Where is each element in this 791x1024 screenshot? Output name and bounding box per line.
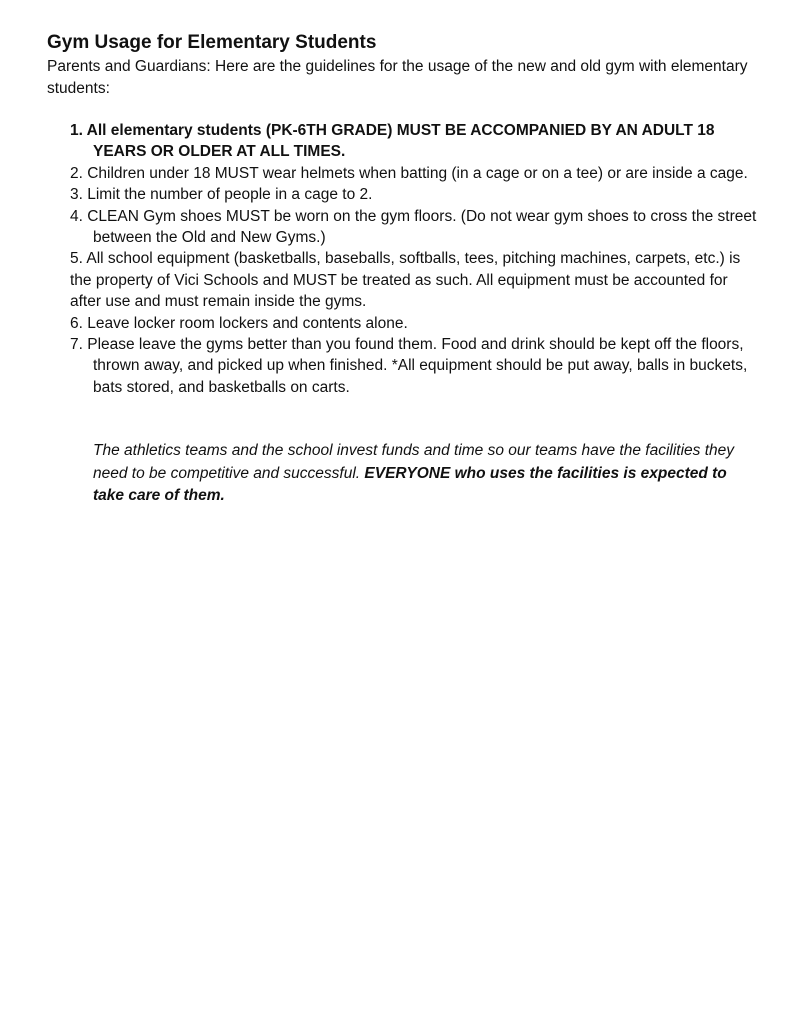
rule-item-4: 4. CLEAN Gym shoes MUST be worn on the gym floors. (Do not wear gym shoes to cross the street between the Old and New Gyms.)	[70, 207, 757, 247]
rule-item-3: 3. Limit the number of people in a cage to 2.	[70, 186, 373, 204]
closing-note-text: The athletics teams and the school invest funds and time so our teams have the facilities they need to be competitive and successful.	[93, 442, 735, 482]
page-title: Gym Usage for Elementary Students	[47, 32, 377, 53]
rule-item-7: 7. Please leave the gyms better than you found them. Food and drink should be kept off the floors, thrown away, and picked up when finished. *All equipment should be put away, balls in buckets, bats stored, and basketballs on carts.	[70, 336, 748, 396]
rule-item-1: 1. All elementary students (PK-6TH GRADE) MUST BE ACCOMPANIED BY AN ADULT 18 YEARS OR OLDER AT ALL TIMES.	[70, 122, 715, 161]
rule-item-5: 5. All school equipment (basketballs, baseballs, softballs, tees, pitching machines, carpets, etc.) is the property of Vici Schools and MUST be treated as such. All equipment must be accounted for after use and must remain inside the gyms.	[70, 250, 741, 311]
rule-item-2: 2. Children under 18 MUST wear helmets when batting (in a cage or on a tee) or are inside a cage.	[70, 164, 748, 182]
rules-list	[70, 120, 760, 398]
closing-note	[93, 440, 758, 508]
closing-note-emphasis: EVERYONE who uses the facilities is expected to take care of them.	[93, 464, 727, 504]
intro-paragraph: Parents and Guardians: Here are the guidelines for the usage of the new and old gym with elementary students:	[47, 58, 748, 97]
rule-item-6: 6. Leave locker room lockers and contents alone.	[70, 314, 408, 332]
